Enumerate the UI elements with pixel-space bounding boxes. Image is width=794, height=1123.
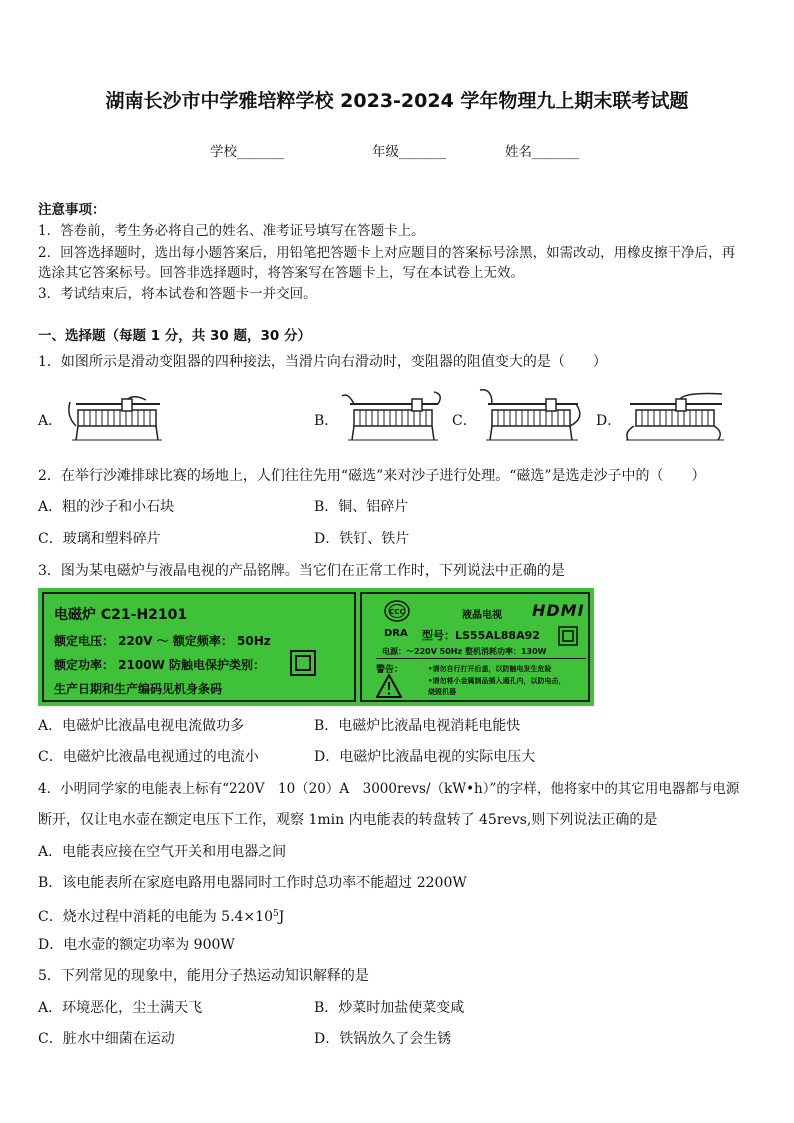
q2-option-b: B．铜、铝碎片 <box>314 499 409 515</box>
notice-heading: 注意事项： <box>38 202 106 218</box>
question-1: 1．如图所示是滑动变阻器的四种接法，当滑片向右滑动时，变阻器的阻值变大的是（ ） <box>38 354 607 370</box>
tv-model: 型号：LS55AL88A92 <box>422 629 540 642</box>
cooker-voltage-frequency: 额定电压： 220V ～ 额定频率： 50Hz <box>54 634 271 648</box>
q2-option-a: A．粗的沙子和小石块 <box>38 499 175 515</box>
rheostat-c-image <box>476 388 588 446</box>
notice-item-2: 2．回答选择题时，选出每小题答案后，用铅笔把答题卡上对应题目的答案标号涂黑，如需改动，用橡皮擦干净后，再 <box>38 245 736 261</box>
warning-line-3: 烧毁机器 <box>428 688 456 696</box>
plate-divider <box>376 658 586 659</box>
school-field: 学校_______ <box>210 144 285 160</box>
notice-item-2-cont: 选涂其它答案标号。回答非选择题时，将答案写在答题卡上，写在本试卷上无效。 <box>38 265 524 281</box>
q4-option-d: D．电水壶的额定功率为 900W <box>38 937 235 953</box>
tv-label: 液晶电视 <box>462 610 502 621</box>
q4-option-c-unit: J <box>278 909 285 925</box>
q2-option-c: C．玻璃和塑料碎片 <box>38 531 161 547</box>
q2-option-d: D．铁钉、铁片 <box>314 531 410 547</box>
warning-line-1: •请勿自行打开后盖，以防触电发生危险 <box>428 665 552 673</box>
question-4-line-2: 断开，仅让电水壶在额定电压下工作，观察 1min 内电能表的转盘转了 45revs,则下列说法正确的是 <box>38 812 658 828</box>
q1-option-b-label: B． <box>314 413 339 429</box>
ccc-text: CCC <box>389 608 405 616</box>
q3-option-b: B．电磁炉比液晶电视消耗电能快 <box>314 718 521 734</box>
q5-option-a: A．环境恶化，尘土满天飞 <box>38 1000 203 1016</box>
induction-cooker-nameplate <box>42 592 356 702</box>
question-3: 3．图为某电磁炉与液晶电视的产品铭牌。当它们在正常工作时，下列说法中正确的是 <box>38 563 565 579</box>
tv-power-spec: 电源：～220V 50Hz 整机消耗功率：130W <box>382 647 547 656</box>
dra-label: DRA <box>384 628 408 639</box>
question-5: 5．下列常见的现象中，能用分子热运动知识解释的是 <box>38 968 369 984</box>
warning-label: 警告： <box>376 665 404 675</box>
question-4-line-1: 4．小明同学家的电能表上标有“220V 10（20）A 3000revs/（kW•h）”的字样，他将家中的其它用电器都与电源 <box>38 781 740 797</box>
name-field: 姓名_______ <box>505 144 580 160</box>
q4-option-c-exponent: 5 <box>272 909 279 919</box>
cooker-model: 电磁炉 C21-H2101 <box>54 607 188 623</box>
cooker-power: 额定功率： 2100W 防触电保护类别： <box>54 658 265 672</box>
section-heading: 一、选择题（每题 1 分，共 30 题，30 分） <box>38 328 311 344</box>
product-nameplate <box>38 588 594 706</box>
cooker-production-info: 生产日期和生产编码见机身条码 <box>54 682 223 696</box>
q4-option-b: B．该电能表所在家庭电路用电器同时工作时总功率不能超过 2200W <box>38 875 467 891</box>
q1-option-c-label: C． <box>452 413 477 429</box>
q3-option-d: D．电磁炉比液晶电视的实际电压大 <box>314 749 536 765</box>
notice-item-3: 3．考试结束后，将本试卷和答题卡一并交回。 <box>38 286 317 302</box>
q5-option-c: C．脏水中细菌在运动 <box>38 1031 175 1047</box>
q3-option-a: A．电磁炉比液晶电视电流做功多 <box>38 718 245 734</box>
hdmi-logo: HDMI <box>532 601 585 620</box>
q5-option-b: B．炒菜时加盐使菜变咸 <box>314 1000 465 1016</box>
warning-line-2: •请勿将小金属制品插入通孔内，以防电击， <box>428 677 566 685</box>
q4-option-a: A．电能表应接在空气开关和用电器之间 <box>38 844 287 860</box>
ccc-certification-icon <box>384 600 410 622</box>
question-2: 2．在举行沙滩排球比赛的场地上，人们往往先用“磁选”来对沙子进行处理。“磁选”是选走沙子中的（ ） <box>38 468 706 484</box>
q1-option-a-label: A． <box>38 413 63 429</box>
rheostat-b-image <box>338 390 448 446</box>
double-insulation-icon <box>290 650 316 676</box>
grade-field: 年级_______ <box>372 144 447 160</box>
q3-option-c: C．电磁炉比液晶电视通过的电流小 <box>38 749 259 765</box>
tv-double-insulation-icon <box>558 626 578 646</box>
q5-option-d: D．铁锅放久了会生锈 <box>314 1031 452 1047</box>
page-title: 湖南长沙市中学雅培粹学校 2023-2024 学年物理九上期末联考试题 <box>105 90 689 112</box>
notice-item-1: 1．答卷前，考生务必将自己的姓名、准考证号填写在答题卡上。 <box>38 223 425 239</box>
q1-option-d-label: D． <box>596 413 622 429</box>
rheostat-a-image <box>62 396 172 446</box>
rheostat-d-image <box>620 392 732 446</box>
warning-triangle-icon <box>376 674 402 698</box>
lcd-tv-nameplate <box>360 592 590 702</box>
q4-option-c <box>38 904 284 927</box>
q4-option-c-text: C．烧水过程中消耗的电能为 5.4×10 <box>38 909 273 925</box>
